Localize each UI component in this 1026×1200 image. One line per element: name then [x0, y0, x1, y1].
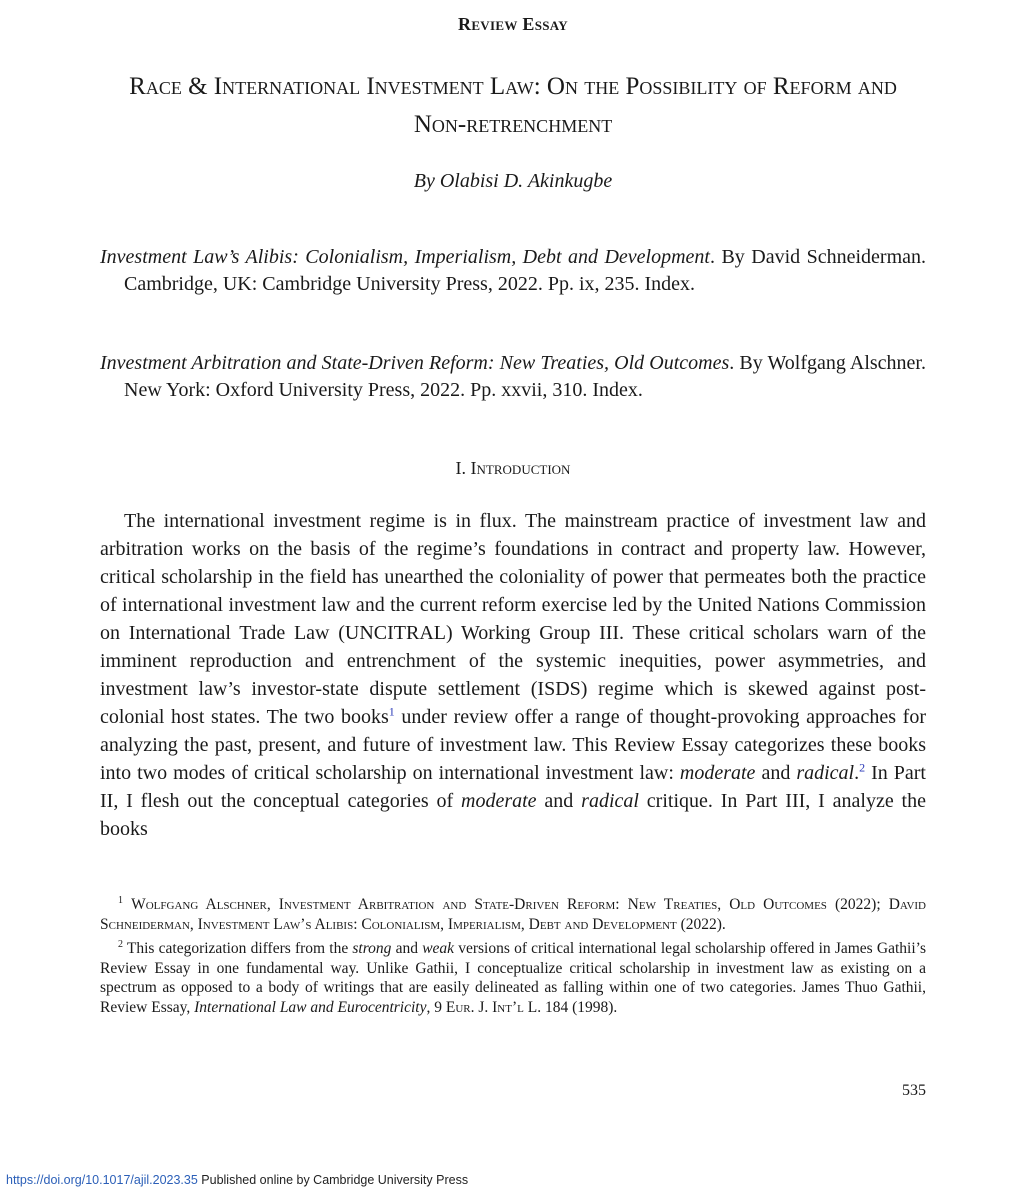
footnotes: [100, 891, 926, 1018]
section-number: I.: [455, 458, 467, 478]
term-radical-2: radical: [581, 790, 639, 812]
footnote-2-text-a: This categorization differs from the: [126, 940, 353, 958]
term-strong: strong: [352, 940, 392, 958]
book-1-details: . By David Schneiderman. Cambridge, UK: Cambridge University Press, 2022. Pp. ix, 235. Index.: [124, 246, 927, 295]
body-text-c: In Part II, I flesh out the conceptual categories of: [100, 762, 926, 812]
body-text-a: The international investment regime is in flux. The mainstream practice of investment law and arbitration works on the basis of the regime’s foundations in contract and property law. However, critical scholarship in the field has unearthed the coloniality of power that permeates both the practice of international investment law and the current reform exercise led by the United Nations Commission on International Trade Law (UNCITRAL) Working Group III. These critical scholars warn of the imminent reproduction and entrenchment of the systemic inequities, power asymmetries, and investment law’s investor-state dispute settlement (ISDS) regime which is skewed against post-colonial host states. The two books: [100, 510, 926, 728]
body-text-d: critique. In Part III, I analyze the books: [100, 790, 926, 840]
term-radical: radical: [796, 762, 855, 784]
footnote-ref-1[interactable]: 1: [388, 704, 395, 719]
body-text-and: and: [755, 762, 797, 784]
footnote-2-text-d: , 9: [426, 998, 446, 1016]
body-text-b: under review offer a range of thought-provoking approaches for analyzing the past, present, and future of investment law. This Review Essay categorizes these books into two modes of critical scholarship on international investment law:: [100, 706, 926, 784]
reviewed-book-2: [100, 350, 926, 404]
footnote-2-text-c: versions of critical international legal scholarship offered in James Gathii’s Review Essay in one fundamental way. Unlike Gathii, I conceptualize critical scholarship in investment law as existing on a spectrum as opposed to a body of writings that are easily delineated as falling within one of two categories. James Thuo Gathii, Review Essay,: [100, 940, 926, 1016]
reviewed-book-1: [100, 244, 926, 298]
cited-journal: Eur. J. Int’l L.: [445, 998, 542, 1016]
author-byline: By Olabisi D. Akinkugbe: [413, 170, 613, 192]
kicker-review-essay: Review Essay: [458, 14, 568, 34]
term-weak: weak: [422, 940, 455, 958]
doi-link[interactable]: https://doi.org/10.1017/ajil.2023.35: [6, 1173, 198, 1187]
footnote-2-text-b: and: [391, 940, 423, 958]
page-number: 535: [902, 1082, 926, 1099]
body-text-and-2: and: [536, 790, 582, 812]
book-1-title: Investment Law’s Alibis: Colonialism, Imperialism, Debt and Development: [100, 246, 710, 268]
footnote-1: [100, 891, 926, 934]
footnote-1-text: Wolfgang Alschner, Investment Arbitration and State-Driven Reform: New Treaties, Old Outcomes (2022); David Schneiderman, Investment Law’s Alibis: Colonialism, Imperialism, Debt and Development (2022).: [100, 896, 927, 933]
footnote-2-text-e: 184 (1998).: [541, 998, 618, 1016]
footnote-ref-2[interactable]: 2: [859, 760, 866, 775]
footnote-2: [100, 935, 926, 1017]
book-2-details: . By Wolfgang Alschner. New York: Oxford University Press, 2022. Pp. xxvii, 310. Index.: [124, 352, 926, 401]
body-text-period: .: [854, 762, 860, 784]
footnote-1-number: 1: [118, 895, 123, 906]
footnote-2-number: 2: [118, 939, 123, 951]
body-paragraph: [100, 507, 926, 843]
essay-title: Race & International Investment Law: On the Possibility of Reform and Non-retrenchment: [129, 73, 897, 138]
page-footer: [6, 1173, 468, 1187]
published-note: Published online by Cambridge University Press: [197, 1173, 469, 1187]
cited-article-title: International Law and Eurocentricity: [194, 998, 427, 1016]
section-heading: [0, 458, 1026, 479]
book-2-title: Investment Arbitration and State-Driven Reform: New Treaties, Old Outcomes: [100, 352, 730, 374]
section-title: Introduction: [470, 458, 571, 478]
term-moderate-2: moderate: [461, 790, 537, 812]
term-moderate: moderate: [679, 762, 756, 784]
